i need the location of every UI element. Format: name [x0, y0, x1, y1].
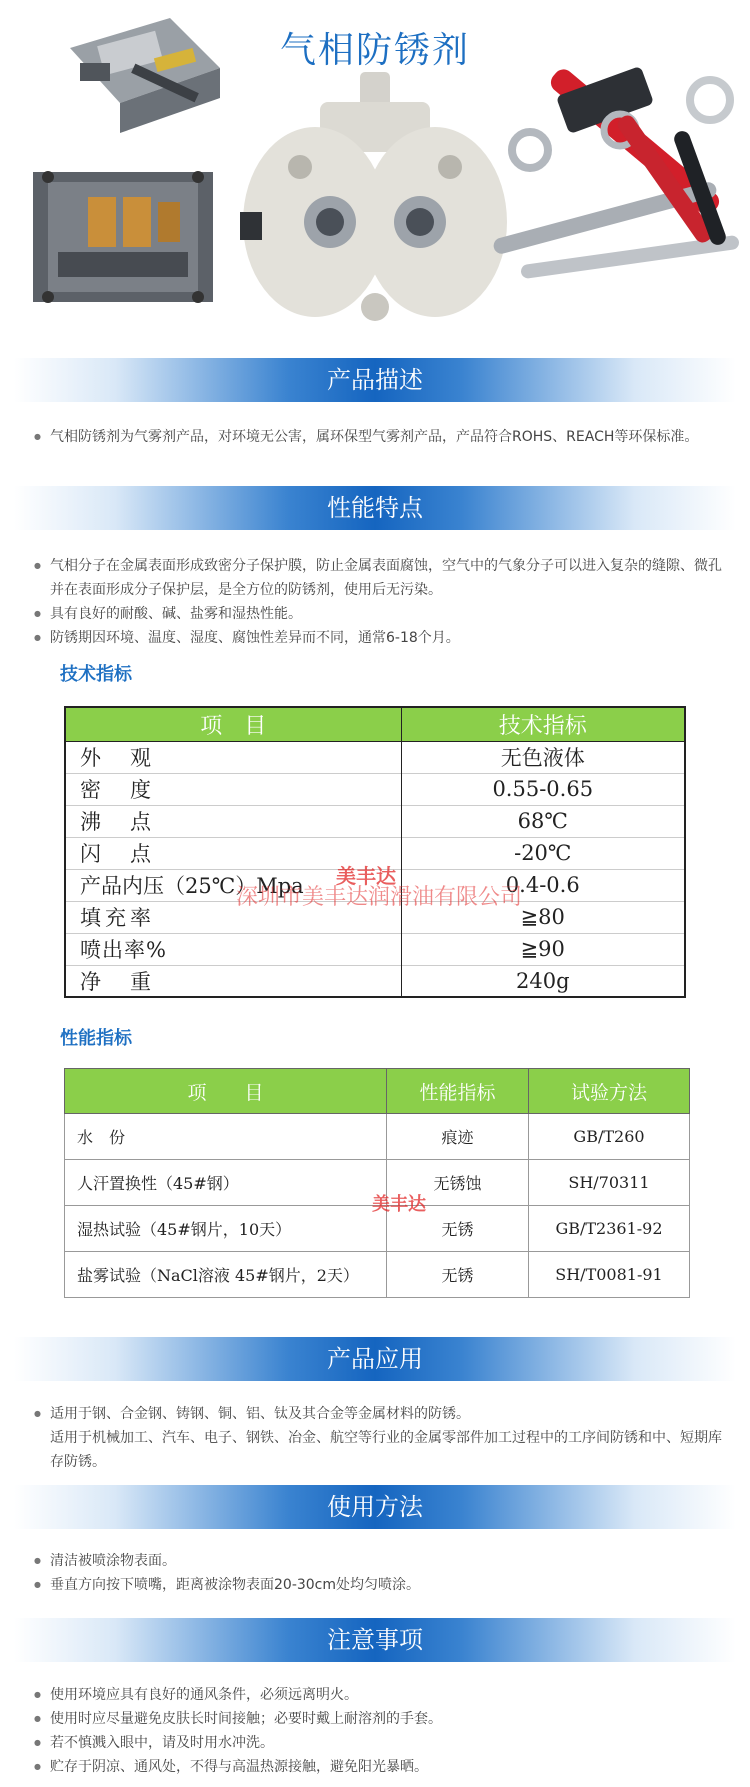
section-title: 产品描述 — [327, 366, 423, 394]
table-cell: 喷出率% — [65, 933, 401, 965]
tech-spec-heading: 技术指标 — [60, 664, 132, 685]
table-cell: 密 度 — [65, 773, 401, 805]
section-title: 注意事项 — [327, 1626, 423, 1654]
table-cell: 外 观 — [65, 741, 401, 773]
table-row — [65, 741, 685, 773]
table-cell: SH/T0081-91 — [529, 1252, 690, 1298]
list-item: ● 气相分子在金属表面形成致密分子保护膜，防止金属表面腐蚀，空气中的气象分子可以进入复杂的缝隙、微孔并在表面形成分子保护层，是全方位的防锈剂，使用后无污染。 — [34, 554, 734, 602]
list-item: ● 适用于钢、合金钢、铸钢、铜、铝、钛及其合金等金属材料的防锈。 — [34, 1402, 734, 1426]
table-row — [65, 1114, 690, 1160]
list-item: ● 防锈期因环境、温度、湿度、腐蚀性差异而不同，通常6-18个月。 — [34, 626, 734, 650]
table-header: 项 目 — [65, 1069, 387, 1114]
list-item: ● 垂直方向按下喷嘴，距离被涂物表面20-30cm处均匀喷涂。 — [34, 1573, 734, 1597]
list-item: ● 气相防锈剂为气雾剂产品，对环境无公害，属环保型气雾剂产品，产品符合ROHS、REACH等环保标准。 — [34, 425, 734, 449]
list-item: ● 使用环境应具有良好的通风条件，必须远离明火。 — [34, 1683, 734, 1707]
hero-banner — [0, 0, 750, 335]
notes-list — [34, 1683, 734, 1779]
performance-heading: 性能指标 — [60, 1028, 132, 1049]
table-cell: 68℃ — [401, 805, 685, 837]
list-item: ● 若不慎溅入眼中，请及时用水冲洗。 — [34, 1731, 734, 1755]
table-cell: 闪 点 — [65, 837, 401, 869]
table-cell: 痕迹 — [387, 1114, 529, 1160]
table-cell: 人汗置换性（45#钢） — [65, 1160, 387, 1206]
table-cell: 无锈蚀 — [387, 1160, 529, 1206]
table-cell: 净 重 — [65, 965, 401, 997]
section-title: 性能特点 — [327, 494, 423, 522]
table-cell: 无色液体 — [401, 741, 685, 773]
features-list — [34, 554, 734, 650]
table-cell: ≧80 — [401, 901, 685, 933]
table-cell: GB/T260 — [529, 1114, 690, 1160]
table-cell: -20℃ — [401, 837, 685, 869]
table-cell: 无锈 — [387, 1206, 529, 1252]
list-item: ● 具有良好的耐酸、碱、盐雾和湿热性能。 — [34, 602, 734, 626]
watermark-brand: 美丰达 — [336, 864, 396, 888]
table-row — [65, 805, 685, 837]
table-row — [65, 933, 685, 965]
table-header-row — [65, 707, 685, 741]
table-cell: ≧90 — [401, 933, 685, 965]
table-header: 技术指标 — [401, 707, 685, 741]
table-cell: 产品内压（25℃）Mpa — [65, 869, 401, 901]
table-cell: 0.4-0.6 — [401, 869, 685, 901]
list-item: ● 贮存于阴凉、通风处，不得与高温热源接触，避免阳光暴晒。 — [34, 1755, 734, 1779]
list-item: ● 清洁被喷涂物表面。 — [34, 1549, 734, 1573]
table-header-row — [65, 1069, 690, 1114]
table-cell: 240g — [401, 965, 685, 997]
tech-spec-table — [64, 706, 686, 998]
performance-table — [64, 1068, 690, 1298]
section-title: 产品应用 — [327, 1345, 423, 1373]
watermark-company: 深圳市美丰达润滑油有限公司 — [236, 885, 523, 910]
section-title: 使用方法 — [327, 1493, 423, 1521]
section-header-notes — [14, 1618, 736, 1662]
table-cell: 盐雾试验（NaCl溶液 45#钢片，2天） — [65, 1252, 387, 1298]
mold-image — [28, 152, 218, 312]
description-list — [34, 425, 734, 449]
application-list — [34, 1402, 734, 1474]
watermark-brand: 美丰达 — [372, 1194, 426, 1215]
table-cell: 沸 点 — [65, 805, 401, 837]
section-header-application — [14, 1337, 736, 1381]
list-item: 适用于机械加工、汽车、电子、钢铁、冶金、航空等行业的金属零部件加工过程中的工序间防锈和中、短期库存防锈。 — [50, 1430, 722, 1470]
table-cell: 湿热试验（45#钢片，10天） — [65, 1206, 387, 1252]
usage-list — [34, 1549, 734, 1597]
table-cell: 水 份 — [65, 1114, 387, 1160]
page-title: 气相防锈剂 — [279, 30, 470, 71]
tools-image — [470, 60, 750, 330]
table-cell: GB/T2361-92 — [529, 1206, 690, 1252]
table-row — [65, 773, 685, 805]
table-header: 性能指标 — [387, 1069, 529, 1114]
table-header: 项 目 — [65, 707, 401, 741]
list-item: ● 使用时应尽量避免皮肤长时间接触；必要时戴上耐溶剂的手套。 — [34, 1707, 734, 1731]
table-cell: 填充率 — [65, 901, 401, 933]
table-cell: SH/70311 — [529, 1160, 690, 1206]
table-row — [65, 965, 685, 997]
section-header-description — [14, 358, 736, 402]
section-header-features — [14, 486, 736, 530]
table-header: 试验方法 — [529, 1069, 690, 1114]
table-row — [65, 1252, 690, 1298]
section-header-usage — [14, 1485, 736, 1529]
table-cell: 0.55-0.65 — [401, 773, 685, 805]
table-cell: 无锈 — [387, 1252, 529, 1298]
